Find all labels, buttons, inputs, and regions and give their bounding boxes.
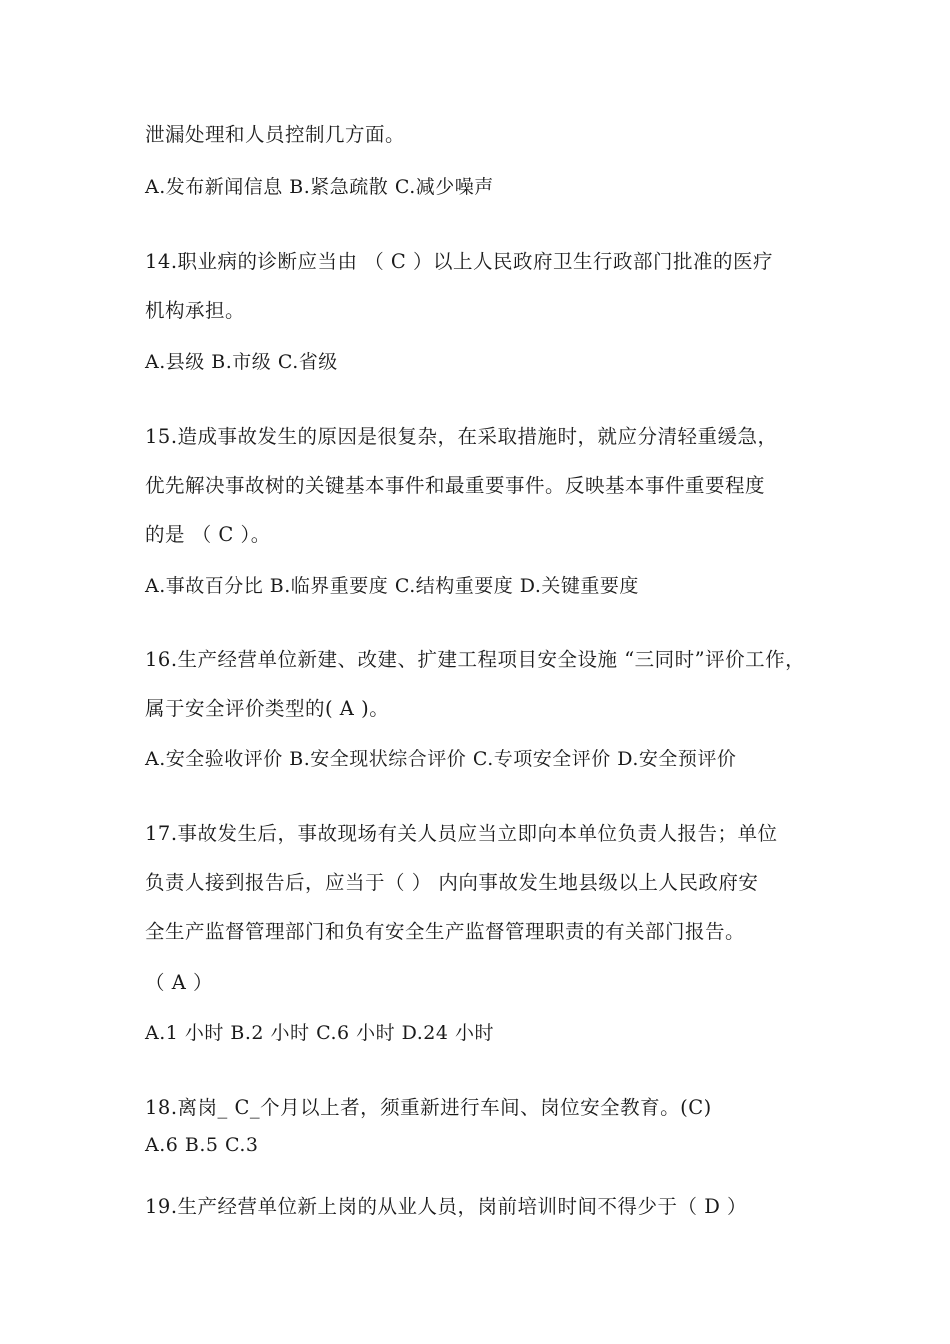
q15-line-2: 优先解决事故树的关键基本事件和最重要事件。反映基本事件重要程度 bbox=[145, 474, 766, 497]
q15-line-3: 的是 （ C ）。 bbox=[145, 523, 271, 546]
q17-line-3: 全生产监督管理部门和负有安全生产监督管理职责的有关部门报告。 bbox=[145, 920, 746, 943]
q13-options: A.发布新闻信息 B.紧急疏散 C.减少噪声 bbox=[145, 176, 494, 198]
q17-line-1: 17.事故发生后，事故现场有关人员应当立即向本单位负责人报告；单位 bbox=[145, 822, 778, 845]
q18-options: A.6 B.5 C.3 bbox=[145, 1134, 259, 1156]
q17-line-4: （ A ） bbox=[145, 971, 213, 994]
q18-line-1: 18.离岗_ C_个月以上者，须重新进行车间、岗位安全教育。(C) bbox=[145, 1096, 712, 1119]
q15-line-1: 15.造成事故发生的原因是很复杂，在采取措施时，就应分清轻重缓急， bbox=[145, 425, 778, 448]
q16-line-2: 属于安全评价类型的( A )。 bbox=[145, 697, 390, 720]
q16-line-1: 16.生产经营单位新建、改建、扩建工程项目安全设施 “三同时”评价工作， bbox=[145, 648, 806, 671]
q13-continuation: 泄漏处理和人员控制几方面。 bbox=[145, 123, 406, 146]
q17-options: A.1 小时 B.2 小时 C.6 小时 D.24 小时 bbox=[145, 1022, 494, 1044]
q14-line-1: 14.职业病的诊断应当由 （ C ）以上人民政府卫生行政部门批准的医疗 bbox=[145, 250, 774, 273]
q19-line-1: 19.生产经营单位新上岗的从业人员，岗前培训时间不得少于（ D ） bbox=[145, 1195, 748, 1218]
q15-options: A.事故百分比 B.临界重要度 C.结构重要度 D.关键重要度 bbox=[145, 575, 639, 597]
q14-options: A.县级 B.市级 C.省级 bbox=[145, 351, 338, 373]
q16-options: A.安全验收评价 B.安全现状综合评价 C.专项安全评价 D.安全预评价 bbox=[145, 748, 737, 770]
q14-line-2: 机构承担。 bbox=[145, 299, 246, 322]
q17-line-2: 负责人接到报告后，应当于（ ） 内向事故发生地县级以上人民政府安 bbox=[145, 871, 759, 894]
